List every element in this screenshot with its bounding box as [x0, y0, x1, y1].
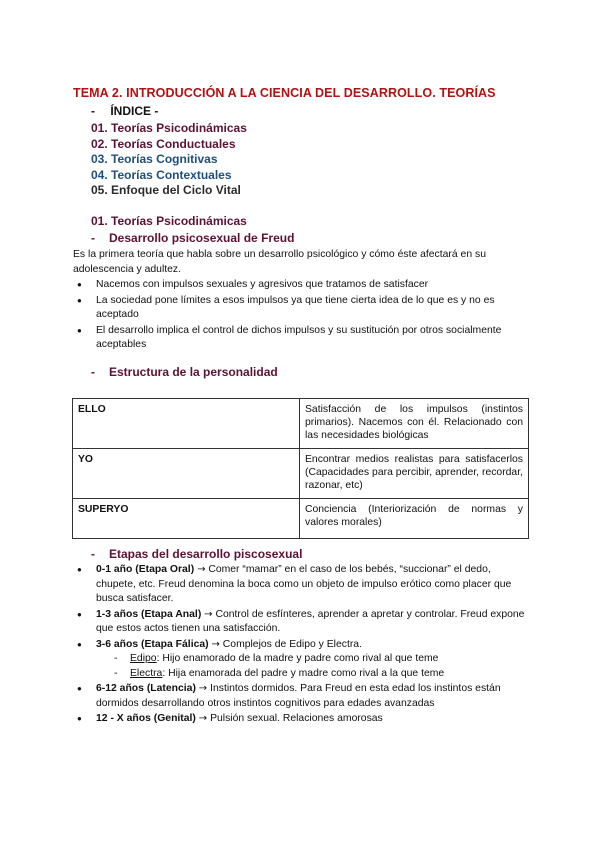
table-cell-key: YO: [73, 449, 300, 499]
complex-term: Edipo: [130, 653, 157, 664]
section-heading-psicodinamicas: 01. Teorías Psicodinámicas: [91, 214, 247, 228]
arrow-icon: →: [211, 638, 220, 650]
table-cell-key: ELLO: [73, 399, 300, 449]
subheading-label: Estructura de la personalidad: [109, 365, 278, 379]
list-item: [96, 652, 530, 667]
table-row: [73, 449, 529, 499]
subheading-desarrollo-psicosexual: [91, 231, 294, 245]
complex-text: : Hijo enamorado de la madre y padre como rival al que teme: [156, 653, 439, 664]
complex-sublist: [96, 652, 530, 681]
index-item-num: 02.: [91, 137, 108, 151]
list-item: ● Nacemos con impulsos sexuales y agresivos que tratamos de satisfacer: [75, 278, 530, 293]
index-item-label: Teorías Cognitivas: [111, 152, 218, 166]
stage-text: Instintos dormidos. Para Freud en esta edad los instintos están dormidos desarrollando otros instintos cognitivos para edades avanzadas: [96, 683, 501, 709]
freud-bullet-list: [75, 278, 530, 354]
list-item: ● La sociedad pone límites a esos impulsos ya que tiene cierta idea de lo que es y no es aceptado: [75, 294, 530, 323]
stage-label: 3-6 años (Etapa Fálica): [96, 638, 209, 650]
index-item-4[interactable]: [91, 168, 232, 182]
table-row: [73, 499, 529, 539]
subheading-estructura: [91, 365, 278, 379]
index-item-num: 04.: [91, 168, 108, 182]
index-item-2[interactable]: [91, 137, 236, 151]
subheading-dash: -: [91, 547, 95, 561]
index-dash: -: [91, 104, 95, 118]
list-item: [75, 608, 530, 637]
arrow-icon: →: [198, 713, 208, 724]
stage-text: Comer “mamar” en el caso de los bebés, “succionar” el dedo, chupete, etc. Freud denomina la boca como un objeto de impulso erótico como placer que busca satisfacer.: [96, 564, 512, 604]
index-item-1[interactable]: [91, 121, 247, 135]
table-cell-key: SUPERYO: [73, 499, 300, 539]
index-item-3[interactable]: [91, 152, 218, 166]
index-item-label: Teorías Conductuales: [111, 137, 236, 151]
arrow-icon: →: [197, 564, 206, 575]
list-item: ● El desarrollo implica el control de dichos impulsos y su sustitución por otros socialmente aceptables: [75, 324, 530, 353]
arrow-icon: →: [198, 683, 208, 694]
stage-text: Complejos de Edipo y Electra.: [222, 638, 362, 650]
arrow-icon: →: [204, 608, 213, 620]
index-heading-label: ÍNDICE -: [110, 104, 159, 118]
index-item-num: 01.: [91, 121, 108, 135]
stage-text: Control de esfínteres, aprender a apretar y controlar. Freud expone que estos actos tienen una satisfacción.: [96, 608, 525, 634]
table-cell-value: Satisfacción de los impulsos (instintos primarios). Nacemos con él. Relacionado con las necesidades biológicas: [300, 399, 529, 449]
index-item-label: Enfoque del Ciclo Vital: [111, 183, 241, 197]
index-item-num: 03.: [91, 152, 108, 166]
stage-label: 0-1 año (Etapa Oral): [96, 564, 195, 575]
intro-paragraph: Es la primera teoría que habla sobre un desarrollo psicológico y cómo éste afectará en su adolescencia y adultez.: [73, 249, 486, 275]
subheading-dash: -: [91, 231, 95, 245]
list-item: [96, 667, 530, 682]
document-title: TEMA 2. INTRODUCCIÓN A LA CIENCIA DEL DESARROLLO. TEORÍAS: [73, 86, 496, 100]
subheading-label: Desarrollo psicosexual de Freud: [109, 231, 295, 245]
list-item: [75, 638, 530, 682]
index-item-label: Teorías Psicodinámicas: [111, 121, 247, 135]
index-item-5[interactable]: [91, 183, 241, 197]
table-cell-value: Conciencia (Interiorización de normas y valores morales): [300, 499, 529, 539]
subheading-dash: -: [91, 365, 95, 379]
list-item: [75, 712, 530, 727]
list-item: [75, 563, 530, 607]
stage-text: Pulsión sexual. Relaciones amorosas: [210, 713, 383, 724]
table-cell-value: Encontrar medios realistas para satisfacerlos (Capacidades para percibir, aprender, recordar, razonar, etc): [300, 449, 529, 499]
stage-label: 1-3 años (Etapa Anal): [96, 608, 202, 620]
stage-label: 12 - X años (Genital): [96, 713, 196, 724]
index-item-label: Teorías Contextuales: [111, 168, 232, 182]
table-row: [73, 399, 529, 449]
complex-text: : Hija enamorada del padre y madre como rival a la que teme: [162, 667, 445, 679]
index-item-num: 05.: [91, 183, 108, 197]
personality-structure-table: [72, 398, 529, 539]
subheading-etapas: [91, 547, 302, 561]
list-item: [75, 682, 530, 711]
complex-term: Electra: [130, 667, 163, 679]
subheading-label: Etapas del desarrollo piscosexual: [109, 547, 303, 561]
stage-label: 6-12 años (Latencia): [96, 683, 196, 694]
index-heading: [91, 104, 158, 118]
stages-list: [75, 563, 530, 728]
